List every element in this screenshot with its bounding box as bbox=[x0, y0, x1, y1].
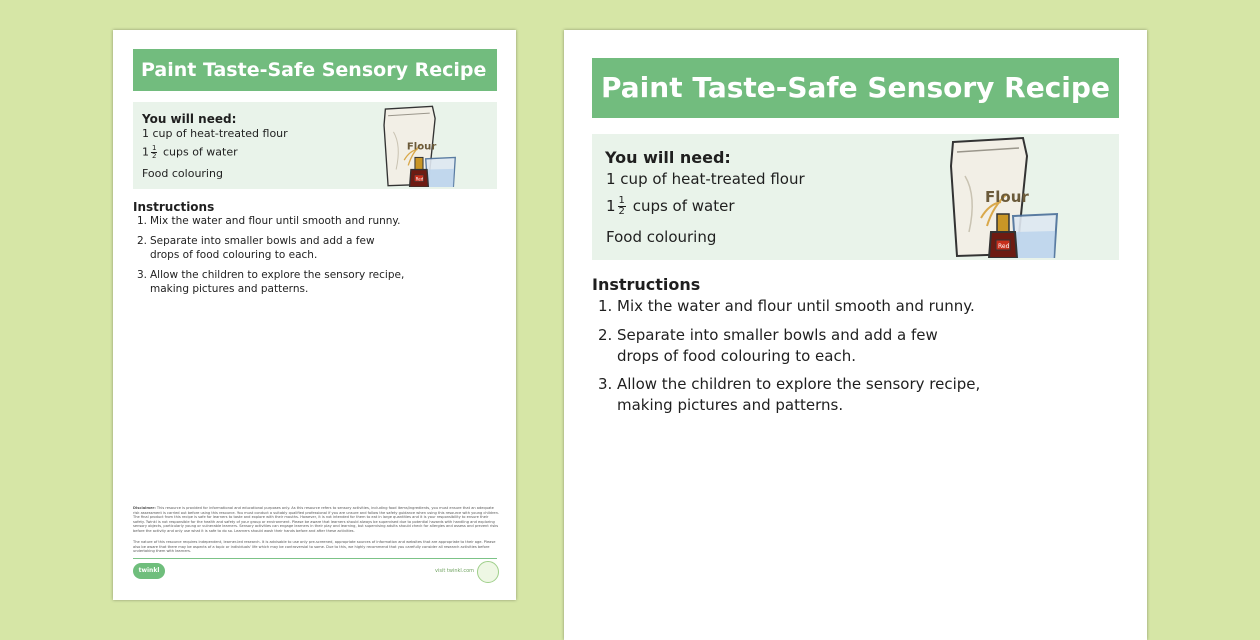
step-number: 2. bbox=[137, 235, 148, 247]
twinkl-logo: twinkl bbox=[133, 563, 165, 579]
flour-label: Flour bbox=[406, 141, 437, 153]
instructions-heading: Instructions bbox=[592, 275, 701, 294]
flour-bag-water-bottle-icon bbox=[381, 105, 461, 187]
disclaimer-label: Disclaimer: bbox=[133, 506, 156, 510]
step-line: Mix the water and flour until smooth and runny. bbox=[617, 297, 975, 315]
page-title: Paint Taste-Safe Sensory Recipe bbox=[592, 58, 1119, 118]
fraction-denominator: 2 bbox=[152, 152, 157, 160]
footer-divider bbox=[133, 558, 497, 559]
step-number: 2. bbox=[598, 326, 613, 344]
you-will-need-heading: You will need: bbox=[605, 148, 731, 167]
need-item-flour: 1 cup of heat-treated flour bbox=[606, 170, 805, 188]
instruction-step-1 bbox=[598, 296, 1018, 317]
fraction bbox=[151, 145, 157, 160]
page-title: Paint Taste-Safe Sensory Recipe bbox=[133, 49, 497, 91]
instruction-step-2 bbox=[598, 325, 1018, 367]
small-page-preview bbox=[113, 30, 516, 600]
need-item-water bbox=[142, 145, 238, 160]
disclaimer-text-2: The nature of this resource requires independent, learner-led research. It is advisable to use only pre-screened, appropriate sources of information and websites that are appropriate to their age. Please also be aware that there may be aspects of a topic or individuals' life which may be controversial to some. Due to this, we highly recommend that you carefully consider all research activities before undertaking them with learners. bbox=[133, 540, 496, 554]
fraction-whole: 1 bbox=[142, 145, 149, 159]
step-line: Mix the water and flour until smooth and runny. bbox=[150, 215, 401, 227]
step-line: making pictures and patterns. bbox=[150, 283, 309, 295]
step-text bbox=[150, 268, 404, 296]
step-line: Allow the children to explore the sensory recipe, bbox=[150, 269, 405, 281]
step-text bbox=[150, 234, 375, 262]
flour-label: Flour bbox=[985, 188, 1029, 206]
step-text bbox=[617, 325, 938, 367]
step-number: 3. bbox=[598, 375, 613, 393]
step-line: Separate into smaller bowls and add a few bbox=[617, 326, 938, 344]
instruction-step-3 bbox=[598, 374, 1018, 416]
water-text: cups of water bbox=[162, 145, 238, 159]
step-line: making pictures and patterns. bbox=[617, 396, 844, 414]
step-line: drops of food colouring to each. bbox=[150, 249, 318, 261]
bottle-label: Red bbox=[998, 243, 1010, 250]
step-text bbox=[150, 214, 400, 228]
need-item-flour: 1 cup of heat-treated flour bbox=[142, 127, 288, 140]
footer-badge-icon bbox=[477, 561, 499, 583]
water-text: cups of water bbox=[632, 197, 735, 215]
flour-bag-water-bottle-icon bbox=[947, 136, 1065, 258]
need-item-water bbox=[606, 196, 735, 217]
disclaimer-text bbox=[133, 506, 499, 534]
step-line: Separate into smaller bowls and add a few bbox=[150, 235, 375, 247]
instruction-step-1 bbox=[137, 214, 437, 228]
step-text bbox=[617, 296, 975, 317]
large-page-preview bbox=[564, 30, 1147, 640]
fraction bbox=[618, 196, 626, 217]
footer-url: visit twinkl.com bbox=[435, 568, 475, 574]
step-number: 1. bbox=[137, 215, 148, 227]
instruction-step-3 bbox=[137, 268, 437, 296]
fraction-whole: 1 bbox=[606, 197, 616, 215]
bottle-label: Red bbox=[415, 176, 424, 182]
fraction-denominator: 2 bbox=[618, 206, 625, 217]
disclaimer-body: This resource is provided for informational and educational purposes only. As this resource refers to sensory activities, including food items/ingredients, you must ensure that an adequate risk assessment is carried out before using this resource. You must conduct a suitably qualified professional if you are unsure and follow the safety guidance when using this resource with young children. The final product from this recipe is safe for learners to taste and explore with their mouths. However, it is not intended for them to eat in large quantities and it is your responsibility to ensure their safety. Twinkl is not responsible for the health and safety of your group or environment. Please be aware that learners should always be supervised due to potential hazards with handling and exploring sensory objects, particularly young or vulnerable learners. Sensory activities can engage learners in their play and learning, but supervising adults should check for allergies and assess and prevent risks before the activity and only use what it is safe to do so. Learners should wash their hands before and after these activities. bbox=[133, 506, 499, 533]
instruction-step-2 bbox=[137, 234, 437, 262]
need-item-food-colouring: Food colouring bbox=[606, 228, 717, 246]
instructions-heading: Instructions bbox=[133, 200, 215, 214]
you-will-need-heading: You will need: bbox=[142, 112, 237, 126]
step-line: Allow the children to explore the sensory recipe, bbox=[617, 375, 981, 393]
need-item-food-colouring: Food colouring bbox=[142, 167, 223, 180]
step-text bbox=[617, 374, 980, 416]
fraction-numerator: 1 bbox=[152, 144, 157, 152]
step-line: drops of food colouring to each. bbox=[617, 347, 856, 365]
step-number: 3. bbox=[137, 269, 148, 281]
step-number: 1. bbox=[598, 297, 613, 315]
fraction-numerator: 1 bbox=[618, 195, 625, 206]
